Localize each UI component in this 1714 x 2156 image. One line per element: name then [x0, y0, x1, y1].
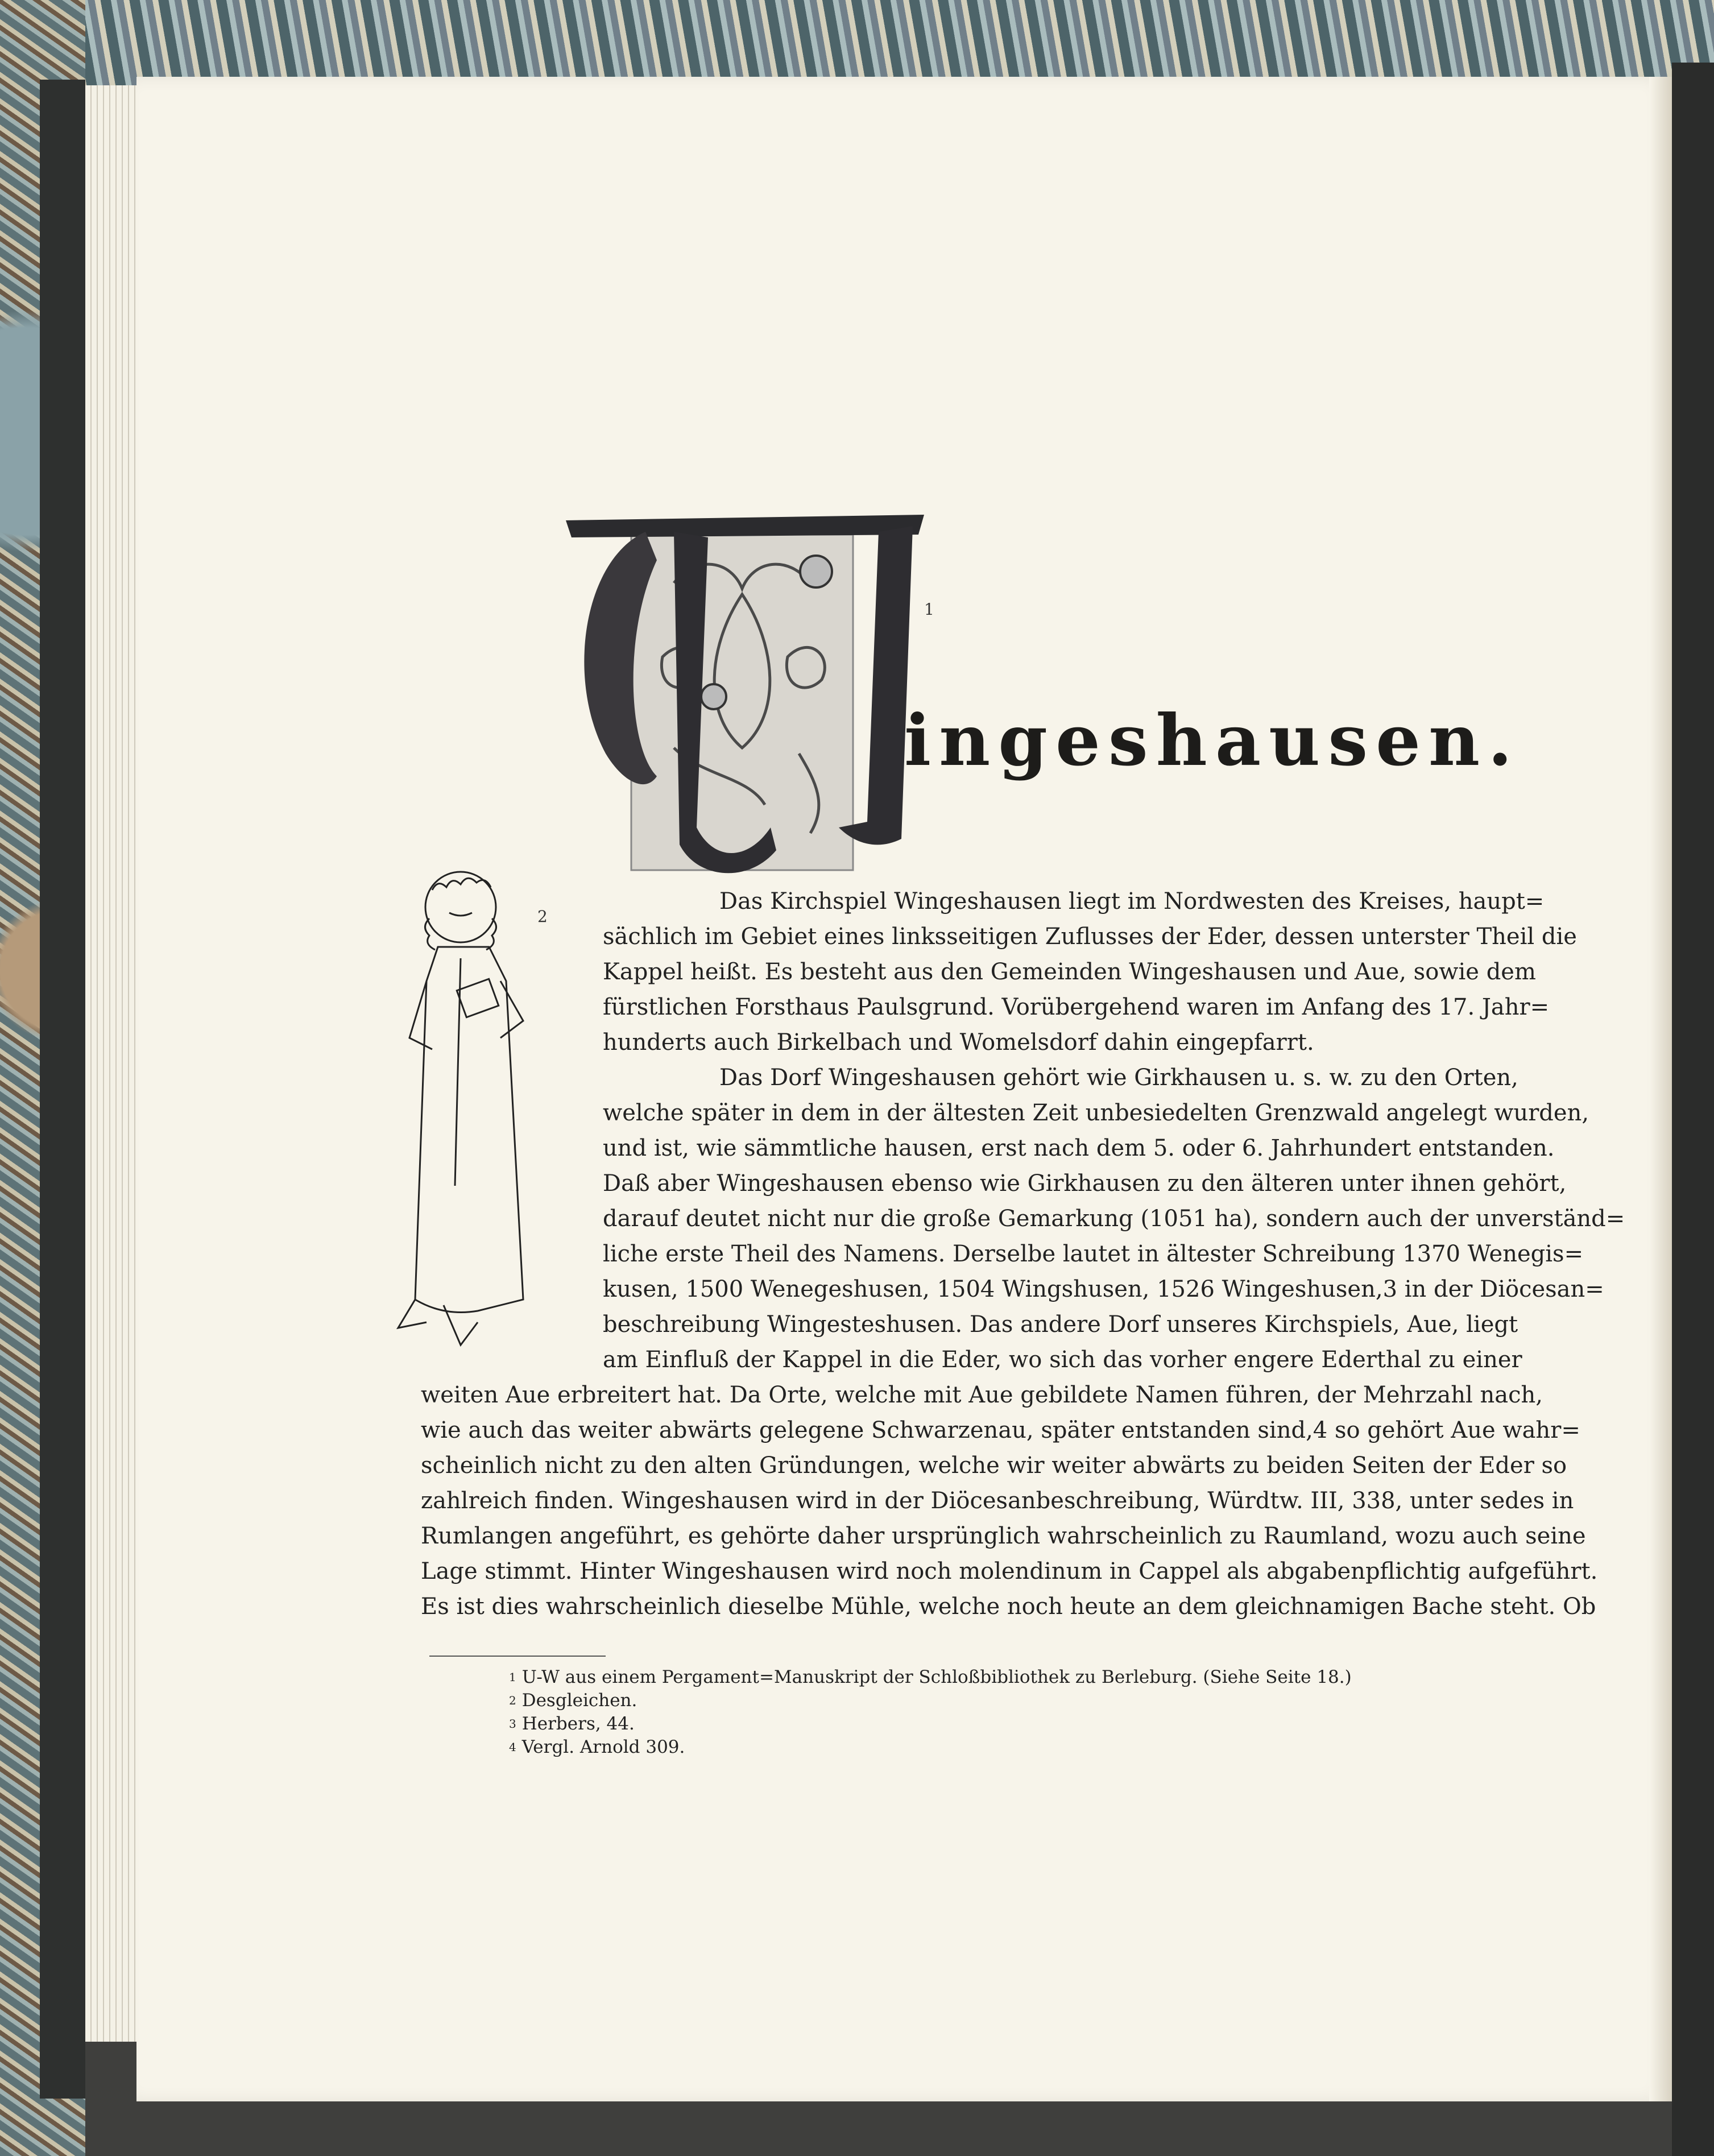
body-line-19: Rumlangen angeführt, es gehörte daher ursprünglich wahrscheinlich zu Raumland, wozu auch seine — [421, 1523, 1586, 1549]
cover-right-edge — [1672, 63, 1714, 2156]
page-title: ingeshausen. — [904, 700, 1521, 782]
body-line-17: scheinlich nicht zu den alten Gründungen, welche wir weiter abwärts zu beiden Seiten der Eder so — [421, 1452, 1567, 1479]
footnote-1: $^1$ U-W aus einem Pergament=Manuskript der Schloßbibliothek zu Berleburg. (Siehe Seite 18.) — [509, 1667, 1352, 1687]
body-line-12: kusen, 1500 Wenegeshusen, 1504 Wingshusen, 1526 Wingeshusen,3 in der Diöcesan= — [603, 1276, 1604, 1302]
decorated-initial-w-illustration — [560, 509, 924, 879]
figure-illustration — [392, 867, 540, 1368]
book-spine — [40, 80, 85, 2099]
body-line-7: welche später in dem in der ältesten Zeit unbesiedelten Grenzwald angelegt wurden, — [603, 1100, 1589, 1126]
body-line-11: liche erste Theil des Namens. Derselbe lautet in ältester Schreibung 1370 Wenegis= — [603, 1241, 1584, 1267]
body-line-13: beschreibung Wingesteshusen. Das andere Dorf unseres Kirchspiels, Aue, liegt — [603, 1311, 1518, 1338]
body-line-2: sächlich im Gebiet eines linksseitigen Zuflusses der Eder, dessen unterster Theil die — [603, 924, 1577, 950]
body-line-16: wie auch das weiter abwärts gelegene Schwarzenau, später entstanden sind,4 so gehört Aue wahr= — [421, 1417, 1580, 1443]
title-footnote-marker: 1 — [924, 600, 934, 619]
body-line-21: Es ist dies wahrscheinlich dieselbe Mühle, welche noch heute an dem gleichnamigen Bache steht. Ob — [421, 1594, 1596, 1620]
footnote-2: $^2$ Desgleichen. — [509, 1690, 637, 1711]
marbled-cover-top — [0, 0, 1714, 85]
body-line-5: hunderts auch Birkelbach und Womelsdorf dahin eingepfarrt. — [603, 1029, 1314, 1056]
body-line-9: Daß aber Wingeshausen ebenso wie Girkhausen zu den älteren unter ihnen gehört, — [603, 1170, 1567, 1197]
body-line-10: darauf deutet nicht nur die große Gemarkung (1051 ha), sondern auch der unverständ= — [603, 1206, 1625, 1232]
page-gutter — [1649, 77, 1672, 2101]
body-line-18: zahlreich finden. Wingeshausen wird in der Diöcesanbeschreibung, Würdtw. III, 338, unter sedes in — [421, 1488, 1574, 1514]
figure-footnote-marker: 2 — [537, 907, 548, 926]
body-line-15: weiten Aue erbreitert hat. Da Orte, welche mit Aue gebildete Namen führen, der Mehrzahl nach, — [421, 1382, 1543, 1408]
body-line-20: Lage stimmt. Hinter Wingeshausen wird noch molendinum in Cappel als abgabenpflichtig aufgeführt. — [421, 1558, 1598, 1584]
body-line-6: Das Dorf Wingeshausen gehört wie Girkhausen u. s. w. zu den Orten, — [719, 1065, 1518, 1091]
body-line-4: fürstlichen Forsthaus Paulsgrund. Vorübergehend waren im Anfang des 17. Jahr= — [603, 994, 1550, 1020]
body-line-8: und ist, wie sämmtliche hausen, erst nach dem 5. oder 6. Jahrhundert entstanden. — [603, 1135, 1555, 1161]
body-line-14: am Einfluß der Kappel in die Eder, wo sich das vorher engere Ederthal zu einer — [603, 1347, 1522, 1373]
body-line-1: Das Kirchspiel Wingeshausen liegt im Nordwesten des Kreises, haupt= — [719, 888, 1545, 914]
footnote-separator — [429, 1656, 606, 1657]
footnote-3: $^3$ Herbers, 44. — [509, 1714, 635, 1734]
body-line-3: Kappel heißt. Es besteht aus den Gemeinden Wingeshausen und Aue, sowie dem — [603, 959, 1536, 985]
footnote-4: $^4$ Vergl. Arnold 309. — [509, 1737, 685, 1757]
